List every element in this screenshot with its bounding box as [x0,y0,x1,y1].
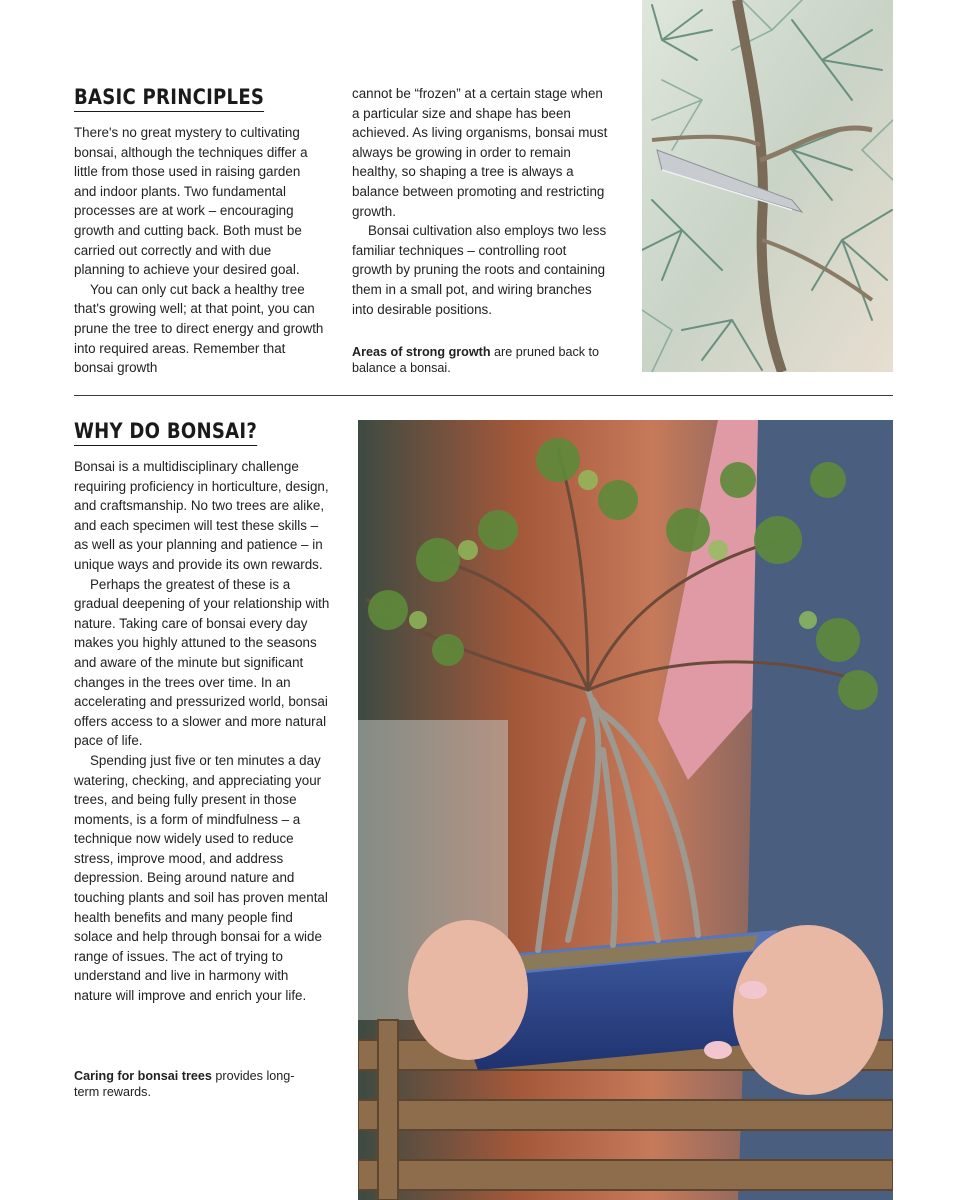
paragraph: cannot be “frozen” at a certain stage when a particular size and shape has been achieved. As living organisms, bonsai must always be growing in order to remain healthy, so shaping a tree is always a balance between promoting and restricting growth. [352,86,608,219]
paragraph: Spending just five or ten minutes a day watering, checking, and appreciating your trees, and being fully present in those moments, is a form of mindfulness – a technique now widely used to reduce stress, improve mood, and address depression. Being around nature and touching plants and soil has proven mental health benefits and many people find solace and help through bonsai for a wide range of issues. The act of trying to understand and live in harmony with nature will improve and enrich your life. [74,752,328,1004]
basic-principles-column-2 [352,84,608,319]
paragraph: You can only cut back a healthy tree that's growing well; at that point, you can prune the tree to direct energy and growth into required areas. Remember that bonsai growth [74,281,324,376]
heading-basic-principles: BASIC PRINCIPLES [74,84,264,112]
caption-pruning [352,344,602,376]
photo-pine-pruning [642,0,893,372]
section-divider [74,395,893,396]
caption-caring [74,1068,314,1100]
why-do-bonsai-column [74,457,330,1006]
heading-why-do-bonsai: WHY DO BONSAI? [74,418,257,446]
caption-bold: Areas of strong growth [352,345,491,359]
photo-bonsai-in-hands [358,420,893,1200]
basic-principles-column-1 [74,123,324,378]
paragraph: There's no great mystery to cultivating bonsai, although the techniques differ a little from those used in raising garden and indoor plants. Two fundamental processes are at work – encouraging growth and cutting back. Both must be carried out correctly and with due planning to achieve your desired goal. [74,125,308,278]
paragraph: Perhaps the greatest of these is a gradual deepening of your relationship with nature. Taking care of bonsai every day makes you highly attuned to the seasons and aware of the minute but significant changes in the trees over time. In an accelerating and pressurized world, bonsai offers access to a slower and more natural pace of life. [74,576,330,749]
paragraph: Bonsai cultivation also employs two less familiar techniques – controlling root growth by pruning the roots and containing them in a small pot, and wiring branches into desirable positions. [352,223,607,317]
caption-text: are pruned back to balance a bonsai. [352,345,600,375]
caption-text: provides long-term rewards. [74,1069,295,1099]
paragraph: Bonsai is a multidisciplinary challenge requiring proficiency in horticulture, design, and craftsmanship. No two trees are alike, and each specimen will test these skills – as well as your planning and patience – in unique ways and provide its own rewards. [74,459,329,572]
caption-bold: Caring for bonsai trees [74,1069,212,1083]
